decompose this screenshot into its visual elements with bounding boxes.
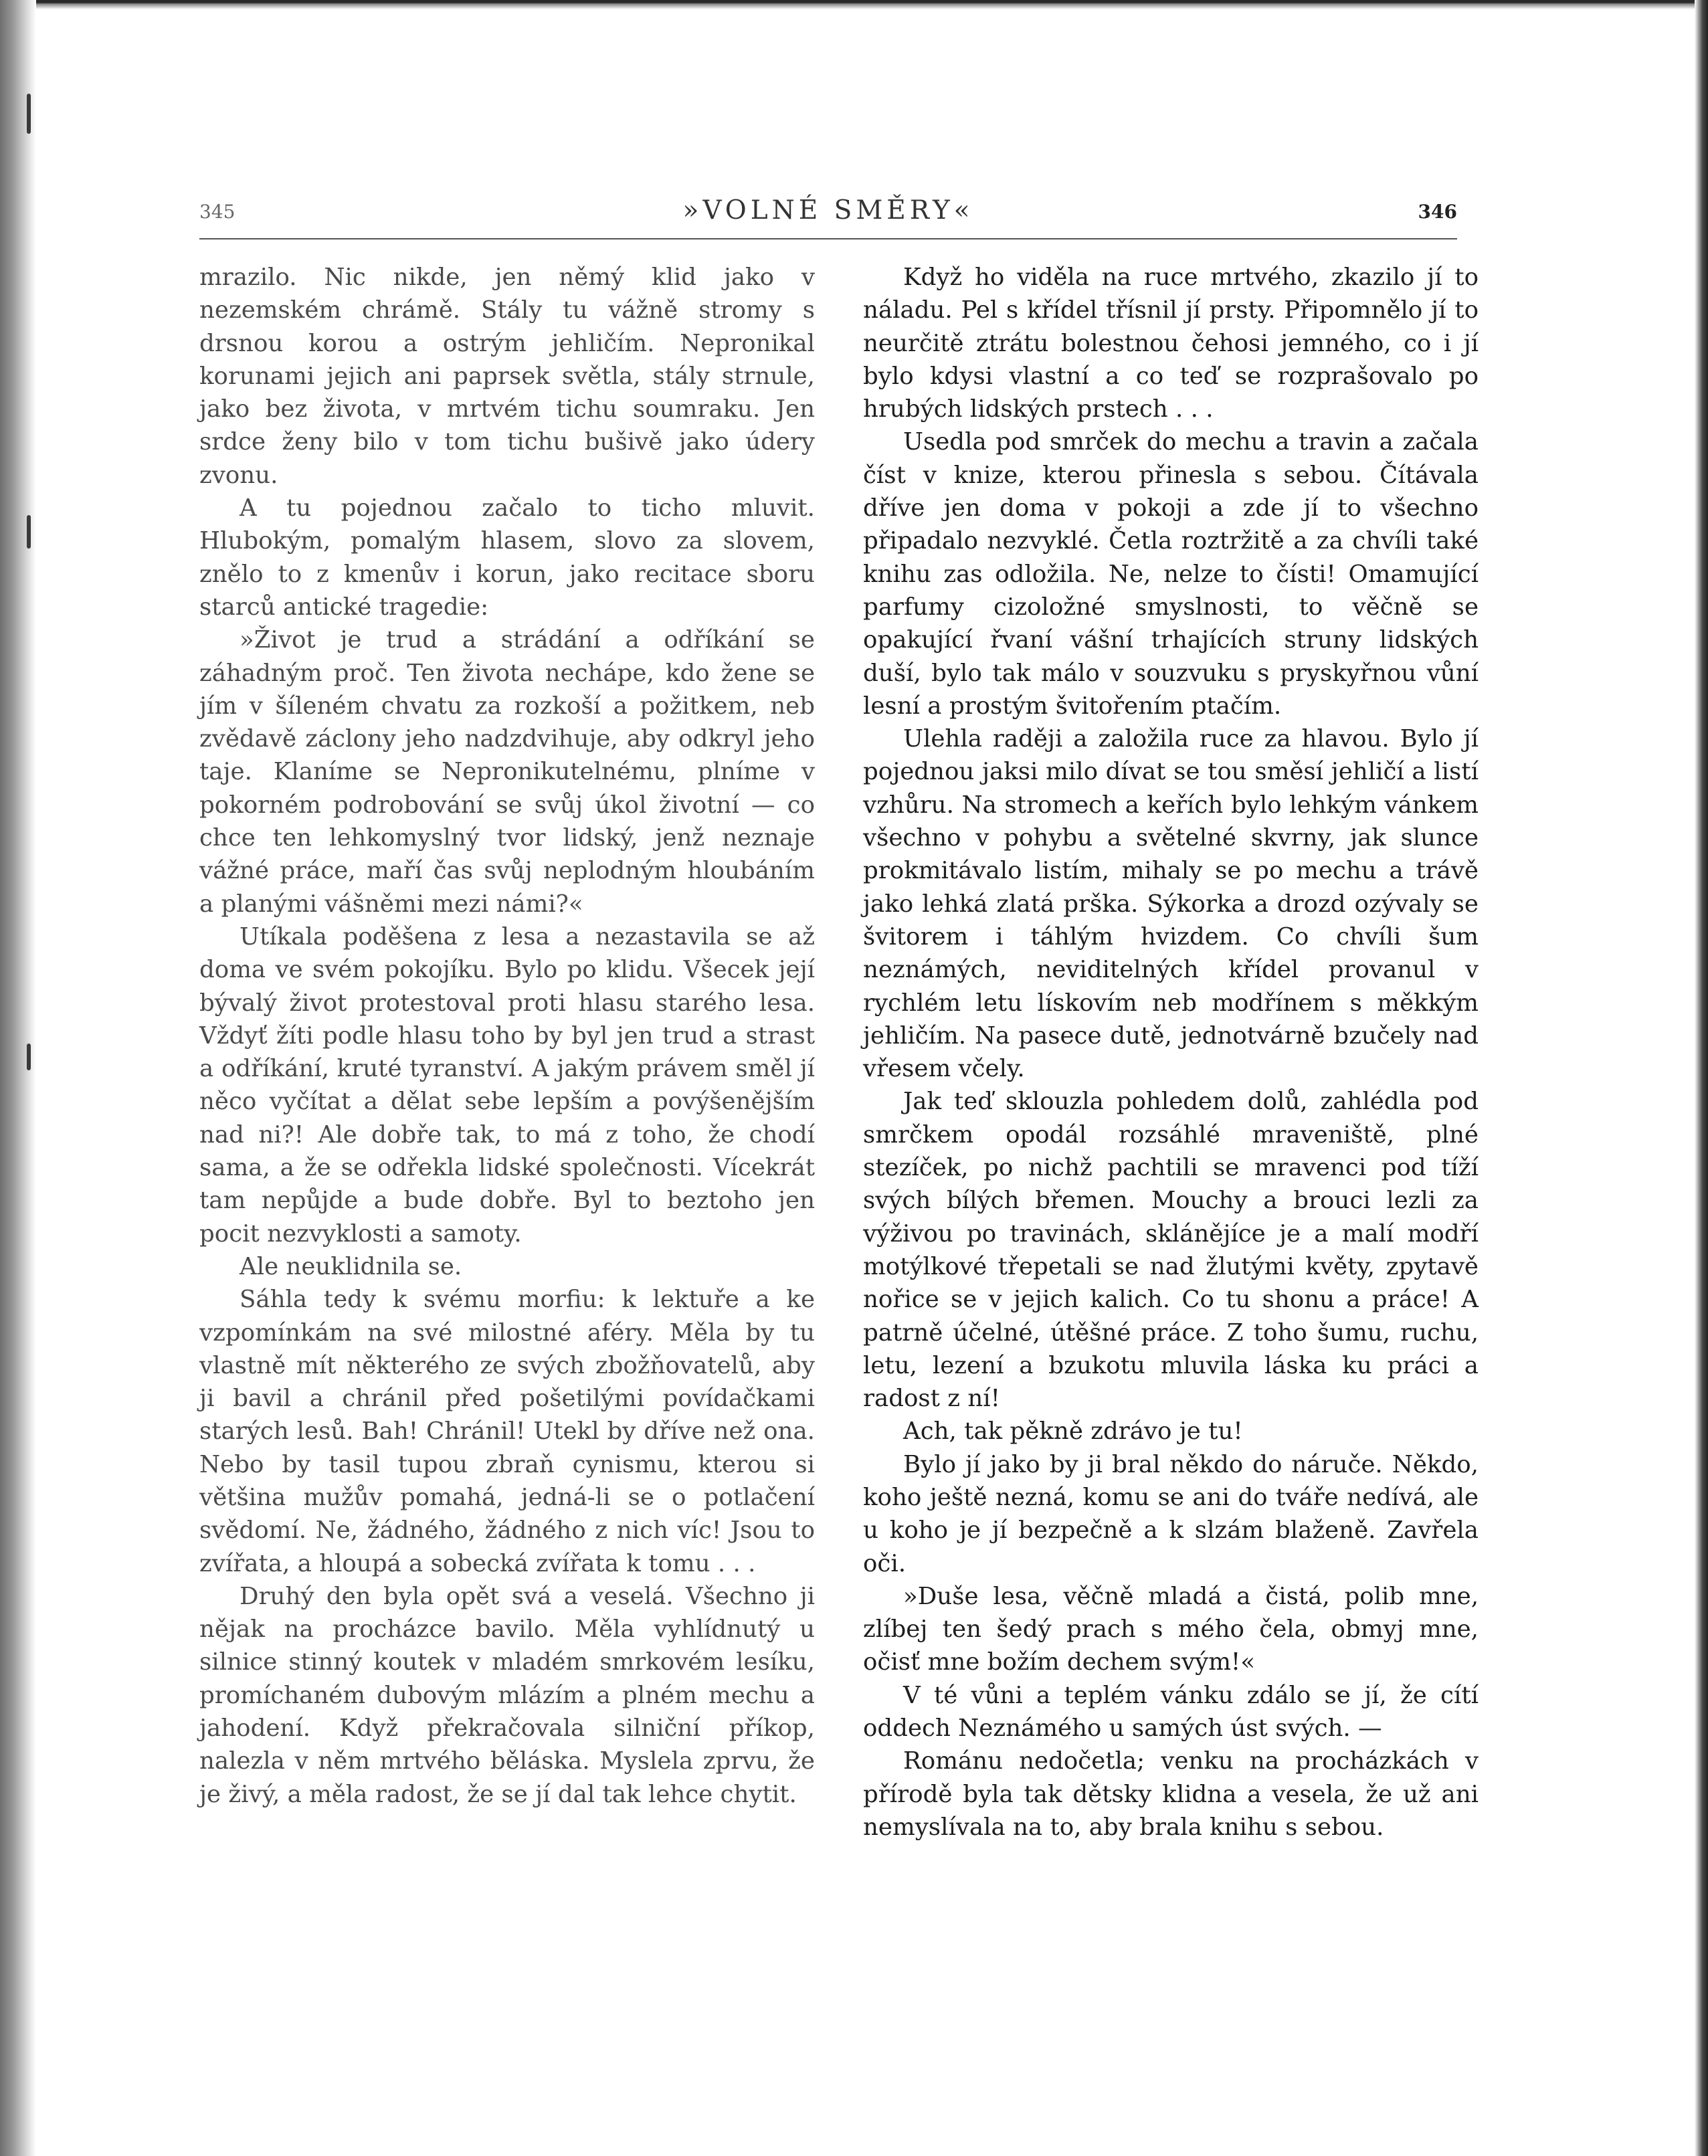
paragraph: Usedla pod smrček do mechu a travin a začala číst v knize, kterou přinesla s sebou. Čítávala dříve jen doma v pokoji a zde jí to všechno připadalo nezvyklé. Četla roztržitě a za chvíli také knihu zas odložila. Ne, nelze to čísti! Omamující parfumy cizoložné smyslnosti, to věčně se opakující řvaní vášní trhajících struny lidských duší, bylo tak málo v souzvuku s pryskyřnou vůní lesní a prostým švitořením ptačím. [863, 428, 1479, 720]
paragraph: A tu pojednou začalo to ticho mluvit. Hlubokým, pomalým hlasem, slovo za slovem, znělo to z kmenův i korun, jako recitace sboru starců antické tragedie: [199, 494, 815, 621]
binding-mark [27, 94, 31, 134]
paragraph: V té vůni a teplém vánku zdálo se jí, že cítí oddech Neznámého u samých úst svých. — [863, 1681, 1479, 1743]
paragraph: Románu nedočetla; venku na procházkách v přírodě byla tak dětsky klidna a vesela, že už ani nemyslívala na to, aby brala knihu s sebou. [863, 1747, 1479, 1841]
scan-left-edge [0, 0, 36, 2156]
paragraph: Sáhla tedy k svému morfiu: k lektuře a ke vzpomínkám na své milostné aféry. Měla by tu vlastně mít některého ze svých zbožňovatelů, aby ji bavil a chránil před pošetilými povídačkami starých lesů. Bah! Chránil! Utekl by dříve než ona. Nebo by tasil tupou zbraň cynismu, kterou si většina mužův pomahá, jedná-li se o potlačení svědomí. Ne, žádného, žádného z nich víc! Jsou to zvířata, a hloupá a sobecká zvířata k tomu . . . [199, 1286, 815, 1577]
scan-right-edge [1695, 0, 1708, 2156]
header-rule [199, 238, 1457, 239]
left-column [199, 261, 815, 1811]
paragraph: »Duše lesa, věčně mladá a čistá, polib mne, zlíbej ten šedý prach s mého čela, obmyj mne, očisť mne božím dechem svým!« [863, 1582, 1479, 1676]
paragraph: »Život je trud a strádání a odříkání se záhadným proč. Ten života nechápe, kdo žene se jím v šíleném chvatu za rozkoší a požitkem, neb zvědavě záclony jeho nadzdvihuje, aby odkryl jeho taje. Klaníme se Nepronikutelnému, plníme v pokorném podrobování se svůj úkol životní — co chce ten lehkomyslný tvor lidský, jenž neznaje vážné práce, maří čas svůj neplodným hloubáním a planými vášněmi mezi námi?« [199, 626, 815, 918]
paragraph: Ulehla raději a založila ruce za hlavou. Bylo jí pojednou jaksi milo dívat se tou směsí jehličí a listí vzhůru. Na stromech a keřích bylo lehkým vánkem všechno v pohybu a světelné skvrny, jak slunce prokmitávalo listím, mihaly se po mechu a trávě jako lehká zlatá prška. Sýkorka a drozd ozývaly se švitorem i táhlým hvizdem. Co chvíli šum neznámých, neviditelných křídel provanul v rychlém letu lískovím neb modřínem s měkkým jehličím. Na pasece dutě, jednotvárně bzučely nad vřesem včely. [863, 725, 1479, 1083]
paragraph: Bylo jí jako by ji bral někdo do náruče. Někdo, koho ještě nezná, komu se ani do tváře nedívá, ale u koho je jí bezpečně a k slzám blaženě. Zavřela oči. [863, 1450, 1479, 1577]
paragraph: Ale neuklidnila se. [240, 1252, 462, 1280]
running-header [199, 187, 1457, 241]
journal-title: »VOLNÉ SMĚRY« [682, 195, 974, 225]
binding-mark [27, 515, 31, 549]
paragraph: mrazilo. Nic nikde, jen němý klid jako v nezemském chrámě. Stály tu vážně stromy s drsnou korou a ostrým jehličím. Nepronikal korunami jejich ani paprsek světla, stály strnule, jako bez života, v mrtvém tichu soumraku. Jen srdce ženy bilo v tom tichu bušivě jako údery zvonu. [199, 264, 815, 489]
paragraph: Utíkala poděšena z lesa a nezastavila se až doma ve svém pokojíku. Bylo po klidu. Všecek její bývalý život protestoval proti hlasu starého lesa. Vždyť žíti podle hlasu toho by byl jen trud a strast a odříkání, kruté tyranství. A jakým právem směl jí něco vyčítat a dělat sebe lepším a povýšenějším nad ni?! Ale dobře tak, to má z toho, že chodí sama, a že se odřekla lidské společnosti. Vícekrát tam nepůjde a bude dobře. Byl to beztoho jen pocit nezvyklosti a samoty. [199, 922, 815, 1248]
paragraph: Druhý den byla opět svá a veselá. Všechno ji nějak na procházce bavilo. Měla vyhlídnutý u silnice stinný koutek v mladém smrkovém lesíku, promíchaném dubovým mlázím a plném mechu a jahodení. Když překračovala silniční příkop, nalezla v něm mrtvého běláska. Myslela zprvu, že je živý, a měla radost, že se jí dal tak lehce chytit. [199, 1582, 815, 1808]
paragraph: Jak teď sklouzla pohledem dolů, zahlédla pod smrčkem opodál rozsáhlé mraveniště, plné stezíček, po nichž pachtili se mravenci pod tíží svých bílých břemen. Mouchy a brouci lezli za výživou po travinách, sklánějíce je a malí modří motýlkové třepetali se nad žlutými květy, zpytavě nořice se v jejich kalich. Co tu shonu a práce! A patrně účelné, útěšné práce. Z toho šumu, ruchu, letu, lezení a bzukotu mluvila láska ku práci a radost z ní! [863, 1088, 1479, 1413]
page-number-left: 345 [199, 201, 235, 223]
scan-top-edge [0, 0, 1708, 9]
paragraph: Když ho viděla na ruce mrtvého, zkazilo jí to náladu. Pel s křídel třísnil jí prsty. Připomnělo jí to neurčitě ztrátu bolestnou čehosi jemného, co i jí bylo kdysi vlastní a co teď se rozprašovalo po hrubých lidských prstech . . . [863, 264, 1479, 423]
page-number-right: 346 [1418, 201, 1457, 223]
binding-mark [27, 1044, 31, 1070]
right-column [863, 261, 1479, 1844]
paragraph: Ach, tak pěkně zdrávo je tu! [903, 1417, 1243, 1446]
